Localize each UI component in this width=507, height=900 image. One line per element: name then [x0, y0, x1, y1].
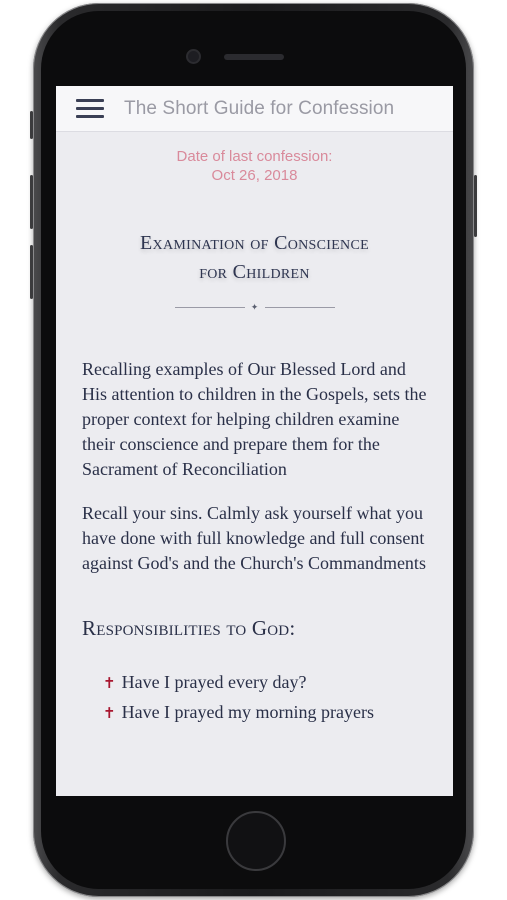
instruction-paragraph: Recall your sins. Calmly ask yourself what you have done with full knowledge and full consent against God's and the Church's Commandments [82, 503, 426, 573]
silent-switch [30, 111, 33, 139]
hamburger-menu-icon[interactable] [76, 99, 104, 119]
question-text: Have I prayed my morning prayers [121, 702, 374, 722]
app-header [56, 86, 453, 132]
home-button[interactable] [226, 811, 286, 871]
question-list [103, 668, 453, 728]
last-confession-date: Oct 26, 2018 [211, 167, 298, 184]
volume-down-button [30, 245, 33, 299]
last-confession-label: Date of last confession: [176, 148, 333, 165]
volume-up-button [30, 175, 33, 229]
section-title-line2: for Children [199, 261, 310, 283]
front-camera [188, 51, 199, 62]
list-item [103, 668, 453, 698]
earpiece-speaker [224, 54, 284, 60]
intro-paragraph: Recalling examples of Our Blessed Lord and His attention to children in the Gospels, sets the proper context for helping children examine their conscience and prepare them for the Sacrament of Reconciliation [82, 359, 427, 479]
ornament-divider [175, 300, 335, 314]
cross-icon: ✝ [103, 676, 116, 692]
app-title: The Short Guide for Confession [124, 98, 395, 119]
section-title [56, 229, 453, 287]
section-title-line1: Examination of Conscience [140, 232, 369, 254]
last-confession-info[interactable] [56, 147, 453, 185]
cross-icon: ✝ [103, 706, 116, 722]
phone-frame [33, 3, 474, 897]
question-text: Have I prayed every day? [121, 672, 307, 692]
ornament-icon: ✦ [245, 303, 265, 311]
main-content [56, 132, 453, 728]
responsibilities-heading: Responsibilities to God: [82, 616, 296, 640]
app-screen [56, 86, 453, 796]
power-button [474, 175, 477, 237]
list-item [103, 698, 453, 728]
